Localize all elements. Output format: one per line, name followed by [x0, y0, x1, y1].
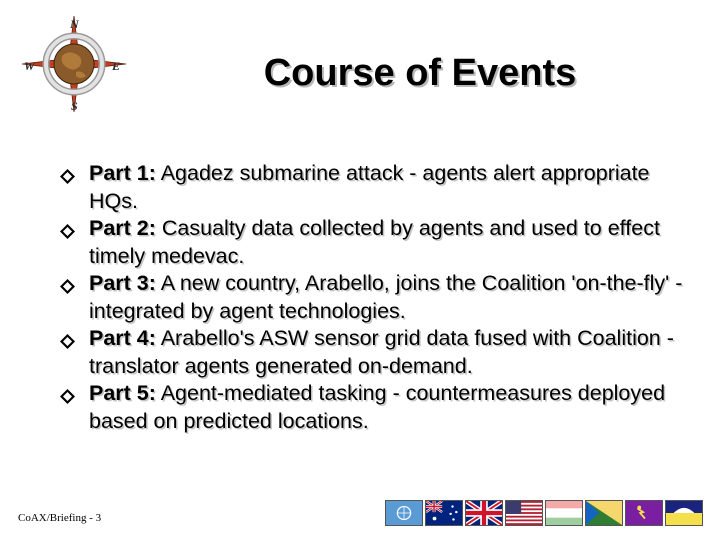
bullet-item-part-3 [60, 270, 700, 325]
footer-briefing-label: CoAX/Briefing - 3 [18, 512, 102, 524]
bullet-item-part-5 [60, 380, 700, 435]
bullet-item-part-4 [60, 325, 700, 380]
bullet-diamond-icon [60, 334, 75, 349]
compass-east-label: E [112, 59, 121, 73]
part-text: Agent-mediated tasking - countermeasures deployed based on predicted locations. [89, 381, 666, 433]
compass-west-label: W [24, 59, 35, 73]
part-label: Part 1: [89, 161, 156, 185]
gao-flag-icon [545, 500, 583, 526]
un-flag-icon [385, 500, 423, 526]
bullet-diamond-icon [60, 169, 75, 184]
bullet-item-part-2 [60, 215, 700, 270]
bullet-diamond-icon [60, 224, 75, 239]
coax-compass-logo [18, 14, 130, 114]
slide-title: Course of Events [263, 52, 577, 94]
bullet-item-part-1 [60, 160, 700, 215]
coalition-flags-strip [385, 500, 705, 528]
part-label: Part 3: [89, 271, 156, 295]
agadez-flag-icon [585, 500, 623, 526]
part-label: Part 5: [89, 381, 156, 405]
us-flag-icon [505, 500, 543, 526]
bullet-diamond-icon [60, 279, 75, 294]
bullet-list [60, 160, 700, 435]
part-text: Agadez submarine attack - agents alert appropriate HQs. [89, 161, 650, 213]
binni-flag-icon [665, 500, 703, 526]
part-label: Part 4: [89, 326, 156, 350]
bullet-diamond-icon [60, 389, 75, 404]
compass-north-label: N [70, 17, 79, 31]
part-text: Arabello's ASW sensor grid data fused with Coalition - translator agents generated on-demand. [89, 326, 674, 378]
part-text: Casualty data collected by agents and used to effect timely medevac. [89, 216, 660, 268]
part-text: A new country, Arabello, joins the Coalition 'on-the-fly' - integrated by agent technologies. [89, 271, 683, 323]
uk-flag-icon [465, 500, 503, 526]
part-label: Part 2: [89, 216, 156, 240]
australia-flag-icon [425, 500, 463, 526]
arabello-flag-icon [625, 500, 663, 526]
compass-south-label: S [71, 99, 78, 113]
